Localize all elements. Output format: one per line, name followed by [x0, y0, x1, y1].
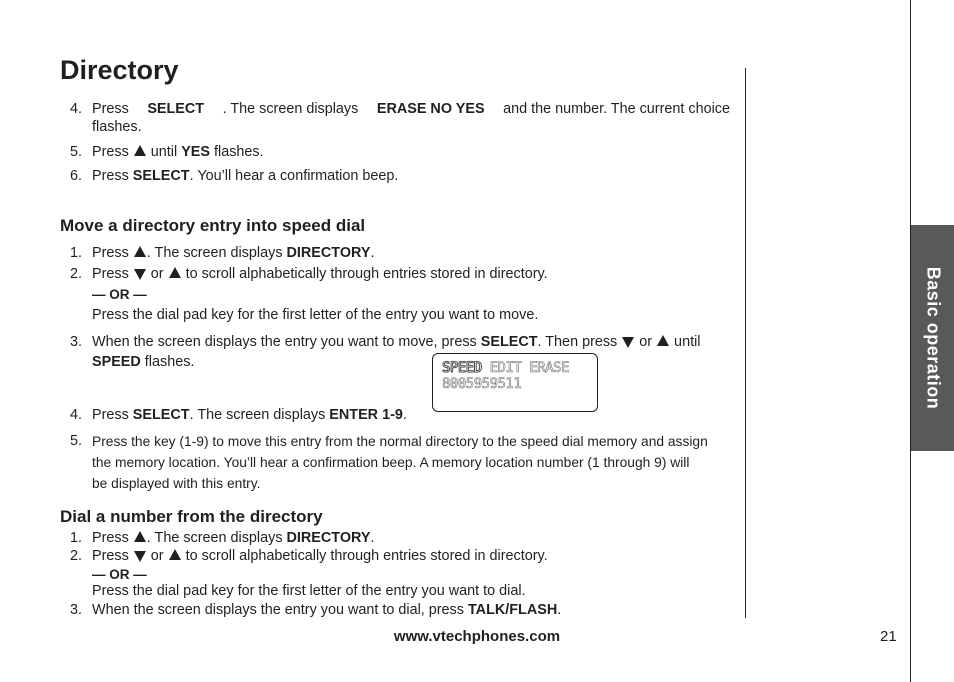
down-arrow-icon	[134, 551, 146, 562]
speed-step-5: 5. Press the key (1-9) to move this entry from the normal directory to the speed dial memory and assign the memory location. You’ll hear a confirmation beep. A memory location number (1 through 9) will be displayed with this entry.	[70, 433, 708, 491]
dial-step-3: 3. When the screen displays the entry you want to dial, press TALK/FLASH.	[70, 602, 562, 618]
up-arrow-icon	[134, 531, 146, 542]
dial-step-2: 2. Press or to scroll alphabetically through entries stored in directory.	[70, 548, 548, 564]
erase-step-6: 6. Press SELECT. You’ll hear a confirmation beep.	[70, 168, 399, 184]
dial-step-1: 1. Press . The screen displays DIRECTORY.	[70, 530, 375, 546]
lcd-display	[432, 353, 598, 412]
section-heading-speed-dial: Move a directory entry into speed dial	[60, 216, 366, 235]
erase-step-4-cont: flashes.	[92, 119, 142, 135]
up-arrow-icon	[134, 246, 146, 257]
erase-step-5: 5. Press until YES flashes.	[70, 144, 264, 160]
erase-step-4: 4. Press SELECT . The screen displays ERASE NO YES and the number. The current choice	[70, 101, 730, 117]
footer-url: www.vtechphones.com	[393, 628, 561, 645]
up-arrow-icon	[134, 145, 146, 156]
up-arrow-icon	[169, 267, 181, 278]
dial-or-note: Press the dial pad key for the first letter of the entry you want to dial.	[92, 583, 526, 599]
page-number: 21	[880, 628, 897, 645]
page-title: Directory	[60, 55, 179, 85]
speed-step-4: 4. Press SELECT. The screen displays ENTER 1-9.	[70, 407, 407, 423]
down-arrow-icon	[134, 269, 146, 280]
up-arrow-icon	[657, 335, 669, 346]
down-arrow-icon	[622, 337, 634, 348]
speed-step-1: 1. Press . The screen displays DIRECTORY.	[70, 245, 375, 261]
lcd-menu-line: SPEED EDIT ERASE	[442, 360, 569, 376]
or-separator: — OR —	[92, 287, 147, 302]
section-tab	[911, 225, 954, 451]
speed-step-2: 2. Press or to scroll alphabetically through entries stored in directory.	[70, 266, 548, 282]
lcd-number: 8005959511	[442, 376, 522, 392]
section-tab-label: Basic operation	[923, 266, 943, 410]
speed-step-3: 3. When the screen displays the entry you want to move, press SELECT. Then press or until	[70, 334, 701, 350]
speed-step-3-cont: SPEED flashes.	[92, 354, 195, 370]
lcd-selected-option: SPEED	[442, 360, 482, 376]
section-heading-dial: Dial a number from the directory	[60, 507, 323, 526]
or-separator: — OR —	[92, 567, 147, 582]
up-arrow-icon	[169, 549, 181, 560]
speed-or-note: Press the dial pad key for the first letter of the entry you want to move.	[92, 307, 539, 323]
column-divider	[745, 68, 746, 618]
